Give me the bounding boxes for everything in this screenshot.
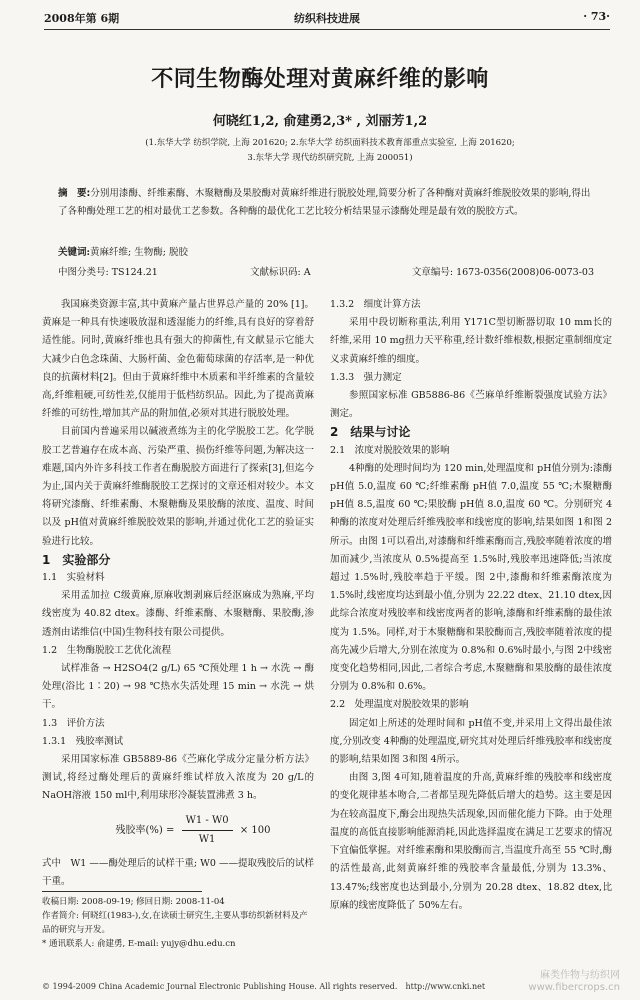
paragraph: 参照国家标准 GB5886-86《苎麻单纤维断裂强度试验方法》测定。: [330, 390, 612, 420]
subsection-heading: 2.2 处理温度对脱胶效果的影响: [330, 699, 469, 711]
formula-fraction: [182, 812, 233, 849]
paragraph: 试样准备 → H2SO4(2 g/L) 65 ℃预处理 1 h → 水洗 → 酶处理(浴比 1∶20) → 98 ℃热水失活处理 15 min → 水洗 → 烘干。: [42, 663, 314, 711]
footnote-contact: * 通讯联系人: 俞建勇, E-mail: yujy@dhu.edu.cn: [42, 939, 236, 949]
residual-gum-formula: [72, 812, 314, 849]
paragraph: 采用中段切断称重法,利用 Y171C型切断器切取 10 mm长的纤维,采用 10 mg扭力天平称重,经计数纤维根数,根据定重制细度定义求黄麻纤维的细度。: [330, 317, 612, 365]
keywords: [58, 244, 594, 258]
authors: 何晓红1,2, 俞建勇2,3* , 刘丽芳1,2: [212, 114, 428, 129]
paragraph: 目前国内普遍采用以碱液煮练为主的化学脱胶工艺。化学脱胶工艺普遍存在成本高、污染严重、损伤纤维等问题,为解决这一难题,国内外许多科技工作者在酶脱胶方面进行了探索[3],但迄今为止,国内关于黄麻纤维酶脱胶工艺探讨的文章还相对较少。本文将研究漆酶、纤维素酶、木聚糖酶及果胶酶的浓度、温度、时间以及 pH值对黄麻纤维脱胶效果的影响,并通过优化工艺的验证实验进行比较。: [42, 426, 314, 547]
formula-numerator: W1 - W0: [182, 812, 233, 831]
right-column: [330, 296, 612, 915]
keywords-label: 关键词:: [58, 247, 91, 258]
formula-legend: 式中 W1 ——酶处理后的试样干重; W0 ——提取残胶后的试样干重。: [42, 858, 314, 888]
paragraph: 固定如上所述的处理时间和 pH值不变,并采用上文得出最佳浓度,分别改变 4种酶的处理温度,研究其对处理后纤维残胶率和线密度的影响,结果如图 3和图 4所示。: [330, 717, 612, 766]
watermark-url: www.fibercrops.cn: [528, 982, 620, 993]
left-column: [42, 296, 314, 892]
paper-title: 不同生物酶处理对黄麻纤维的影响: [151, 67, 489, 92]
doc-code: 文献标识码: A: [250, 267, 311, 278]
page-number: · 73·: [583, 10, 610, 23]
footnotes: [42, 895, 314, 951]
subsubsection-heading: 1.3.2 细度计算方法: [330, 299, 421, 310]
clc-number: 中图分类号: TS124.21: [58, 267, 158, 278]
subsection-heading: 1.2 生物酶脱胶工艺优化流程: [42, 644, 172, 656]
paragraph: 我国麻类资源丰富,其中黄麻产量占世界总产量的 20% [1]。黄麻是一种具有快速吸放湿和透湿能力的纤维,具有良好的穿着舒适性能。同时,黄麻纤维也具有强大的抑菌性,有文献显示它能大大减少白色念珠菌、大肠杆菌、金色葡萄球菌的存活率,是一种优良的抗菌材料[2]。但由于黄麻纤维中木质素和半纤维素的含量较高,纤维粗硬,可纺性差,仅能用于低档纺织品。因此,为了提高黄麻纤维的可纺性,增加其产品的附加值,必须对其进行脱胶处理。: [42, 299, 314, 420]
issue-label: 2008年第 6期: [44, 12, 120, 25]
paragraph: 4种酶的处理时间均为 120 min,处理温度和 pH值分别为:漆酶 pH值 5.0,温度 60 ℃;纤维素酶 pH值 7.0,温度 55 ℃;木聚糖酶 pH值 8.5,温度 60 ℃;果胶酶 pH值 8.0,温度 60 ℃。分别研究 4种酶的浓度对处理后纤维残胶率和线密度的影响,结果如图 1和图 2所示。由图 1可以看出,对漆酶和纤维素酶而言,残胶率随着浓度的增加而减少,当浓度从 0.5%提高至 1.5%时,残胶率迅速降低;当浓度超过 1.5%时,残胶率趋于平缓。图 2中,漆酶和纤维素酶浓度为 1.5%时,线密度均达到最小值,分别为 22.22 dtex、21.10 dtex,因此综合浓度对残胶率和线密度两者的影响,漆酶和纤维素酶的最佳浓度为 1.5%。同样,对于木聚糖酶和果胶酶而言,残胶率随着浓度的提高先减少后增大,分别在浓度为 0.8%和 0.6%时最小,与图 2中线密度变化趋势相同,因此,二者综合考虑,木聚糖酶和果胶酶的最佳浓度分别为 0.8%和 0.6%。: [330, 462, 612, 693]
paragraph: 采用国家标准 GB5889-86《苎麻化学成分定量分析方法》测试,将经过酶处理后的黄麻纤维试样放入浓度为 20 g/L的 NaOH溶液 150 ml中,利用球形冷凝装置沸煮 3 h。: [42, 754, 314, 802]
subsection-heading: 1.3 评价方法: [42, 717, 105, 729]
running-header: [44, 10, 610, 30]
subsection-heading: 2.1 浓度对脱胶效果的影响: [330, 444, 450, 456]
abstract: [58, 185, 594, 221]
watermark-cn: 麻类作物与纺织网: [540, 970, 620, 981]
header-rule: [44, 29, 610, 30]
subsubsection-heading: 1.3.3 强力测定: [330, 371, 402, 383]
abstract-text: 分别用漆酶、纤维素酶、木聚糖酶及果胶酶对黄麻纤维进行脱胶处理,简要分析了各种酶对黄麻纤维脱胶效果的影响,得出了各种酶处理工艺的相对最优工艺参数。各种酶的最优化工艺比较分析结果显示漆酶处理是最有效的脱胶方式。: [58, 188, 591, 217]
footnote-author-bio: 作者简介: 何晓红(1983-),女,在读硕士研究生,主要从事纺织新材料及产品的研究与开发。: [42, 911, 308, 935]
footnote-rule: [42, 891, 202, 892]
formula-lhs: 残胶率(%) =: [115, 824, 175, 836]
formula-denominator: W1: [198, 833, 216, 845]
affiliation-1: (1.东华大学 纺织学院, 上海 201620; 2.东华大学 纺织面料技术教育部重点实验室, 上海 201620;: [145, 138, 515, 148]
section-heading: 1 实验部分: [42, 552, 111, 567]
paragraph: 采用孟加拉 C级黄麻,原麻收割剥麻后经沤麻成为熟麻,平均线密度为 40.82 dtex。漆酶、纤维素酶、木聚糖酶、果胶酶,渗透剂由诺维信(中国)生物科技有限公司提供。: [42, 590, 314, 638]
affiliation-2: 3.东华大学 现代纺织研究院, 上海 200051): [247, 153, 413, 163]
copyright-line: © 1994-2009 China Academic Journal Electronic Publishing House. All rights reserved. http://www.cnki.net: [42, 982, 486, 991]
abstract-label: 摘 要:: [58, 188, 91, 199]
article-id: 文章编号: 1673-0356(2008)06-0073-03: [411, 267, 594, 278]
keywords-text: 黄麻纤维; 生物酶; 脱胶: [90, 247, 188, 258]
paragraph: 由图 3,图 4可知,随着温度的升高,黄麻纤维的残胶率和线密度的变化规律基本吻合,二者都呈现先降低后增大的趋势。这主要是因为在较高温度下,酶会出现热失活现象,因而催化能力下降。由于处理温度的高低直接影响能源消耗,因此选择温度在满足工艺要求的情况下宜偏低掌握。对纤维素酶和果胶酶而言,当温度升高至 55 ℃时,酶的活性最高,此刻黄麻纤维的残胶率含量最低,分别为 13.3%、13.47%;线密度也达到最小,分别为 20.28 dtex、18.82 dtex,比原麻的线密度降低了 50%左右。: [330, 772, 612, 911]
footnote-received: 收稿日期: 2008-09-19; 修回日期: 2008-11-04: [42, 897, 225, 907]
site-watermark: [528, 970, 620, 994]
subsubsection-heading: 1.3.1 残胶率测试: [42, 735, 124, 747]
journal-name: 纺织科技进展: [294, 12, 360, 25]
section-heading: 2 结果与讨论: [330, 425, 411, 440]
formula-rhs: × 100: [239, 824, 271, 836]
subsection-heading: 1.1 实验材料: [42, 572, 105, 584]
